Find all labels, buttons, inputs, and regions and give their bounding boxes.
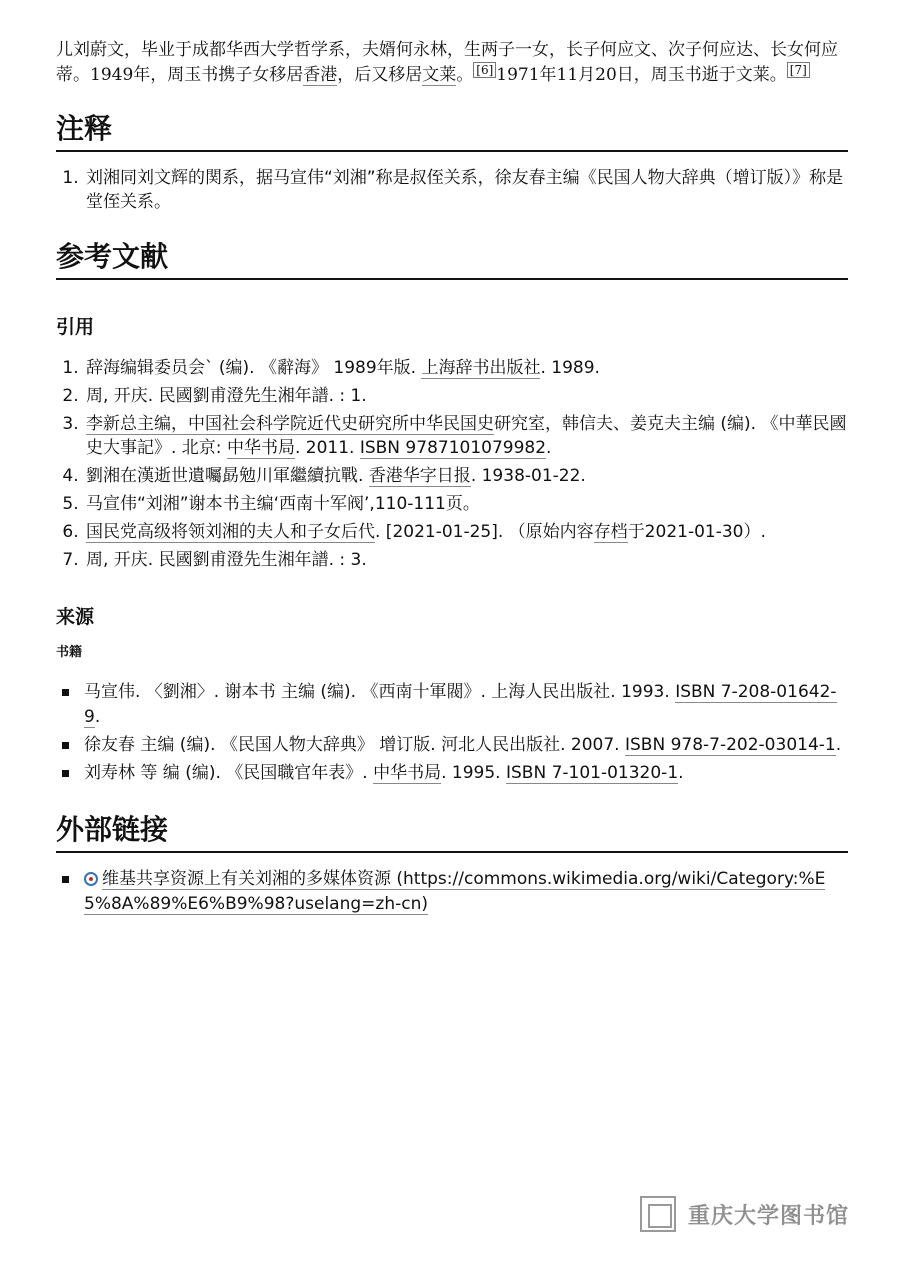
- external-link-item: [84, 867, 848, 917]
- intro-paragraph: [56, 38, 848, 88]
- link-zhonghua-shuju[interactable]: 中华书局: [226, 438, 295, 458]
- note-item: 1. 刘湘同刘文辉的関系，据马宣伟“刘湘”称是叔侄关系，徐友春主编《民国人物大辞典（增订版）》称是堂侄关系。: [84, 166, 848, 214]
- references-heading: 参考文献: [56, 238, 848, 280]
- link-hk-huazi-ribao[interactable]: 香港华字日报: [368, 466, 471, 486]
- citation-7[interactable]: [7]: [787, 62, 810, 78]
- link-kmt-article[interactable]: 国民党高级将领刘湘的夫人和子女后代: [86, 522, 375, 542]
- link-li-xin[interactable]: 李新总主编，中国社会科学院近代史研究所中华民国史: [86, 414, 494, 434]
- book-item-2: 徐友春 主编 (编). 《民国人物大辞典》 增订版. 河北人民出版社. 2007. ISBN 978-7-202-03014-1.: [84, 733, 848, 758]
- citation-item-1: 1. 辞海编辑委员会` (编). 《辭海》 1989年版. 上海辞书出版社. 1989.: [84, 356, 848, 380]
- link-shanghai-cishu[interactable]: 上海辞书出版社: [421, 358, 541, 378]
- external-links-heading: 外部链接: [56, 811, 848, 853]
- link-zhonghua-shuju[interactable]: 中华书局: [373, 763, 442, 783]
- link-commons[interactable]: 维基共享资源上有关刘湘的多媒体资源 (https://commons.wikimedia.org/wiki/Category:%E5%8A%89%E6%B9%98?uselang=zh-cn): [84, 869, 826, 914]
- article-content: [56, 38, 848, 920]
- books-list: [56, 680, 848, 786]
- link-isbn[interactable]: ISBN 7-101-01320-1: [505, 763, 679, 783]
- link-archive[interactable]: 存档: [593, 522, 628, 542]
- book-item-3: 刘寿林 等 编 (编). 《民国職官年表》. 中华书局. 1995. ISBN 7-101-01320-1.: [84, 761, 848, 786]
- library-logo-icon: [640, 1196, 676, 1232]
- link-isbn[interactable]: ISBN 9787101079982: [359, 438, 547, 458]
- wikimedia-commons-icon: [84, 872, 98, 886]
- citation-item-3: 3. 李新总主编，中国社会科学院近代史研究所中华民国史研究室，韩信夫、姜克夫主编 (编). 《中華民國史大事記》. 北京: 中华书局. 2011. ISBN 9787101079982.: [84, 412, 848, 460]
- citations-heading: 引用: [56, 316, 95, 338]
- intro-text: ，后又移居: [337, 65, 423, 85]
- citation-item-5: 5. 马宣伟“刘湘”谢本书主编‘西南十军阀’,110-111页。: [84, 492, 848, 516]
- external-links-list: [56, 867, 848, 917]
- book-item-1: 马宣伟. 〈劉湘〉. 谢本书 主编 (编). 《西南十軍閥》. 上海人民出版社. 1993. ISBN 7-208-01642-9.: [84, 680, 848, 730]
- citations-list: [56, 356, 848, 572]
- notes-list: [56, 166, 848, 214]
- citation-item-4: 4. 劉湘在漢逝世遺囑勗勉川軍繼續抗戰. 香港华字日报. 1938-01-22.: [84, 464, 848, 488]
- citation-item-7: 7. 周, 开庆. 民國劉甫澄先生湘年譜. : 3.: [84, 548, 848, 572]
- link-isbn[interactable]: ISBN 978-7-202-03014-1: [624, 735, 836, 755]
- notes-heading: 注释: [56, 110, 848, 152]
- link-isbn[interactable]: ISBN 7-208-01642-9: [84, 682, 837, 727]
- books-heading: 书籍: [56, 645, 83, 660]
- intro-text: 1971年11月20日，周玉书逝于文莱。: [496, 65, 787, 85]
- library-watermark: [640, 1194, 849, 1234]
- sources-heading: 来源: [56, 606, 95, 628]
- intro-text: 儿刘蔚文，毕业于成都华西大学哲学系，夫婿何永林，生两子一女，长子何应文、次子何应达、长女何应蒂。1949年，周玉书携子女移居: [56, 40, 838, 85]
- citation-item-2: 2. 周, 开庆. 民國劉甫澄先生湘年譜. : 1.: [84, 384, 848, 408]
- link-brunei[interactable]: 文莱: [422, 65, 457, 85]
- watermark-text: 重庆大学图书馆: [688, 1203, 850, 1229]
- citation-6[interactable]: [6]: [473, 62, 496, 78]
- citation-item-6: 6. 国民党高级将领刘湘的夫人和子女后代. [2021-01-25]. （原始内容存档于2021-01-30）.: [84, 520, 848, 544]
- link-hong-kong[interactable]: 香港: [303, 65, 338, 85]
- intro-text: 。: [456, 65, 474, 85]
